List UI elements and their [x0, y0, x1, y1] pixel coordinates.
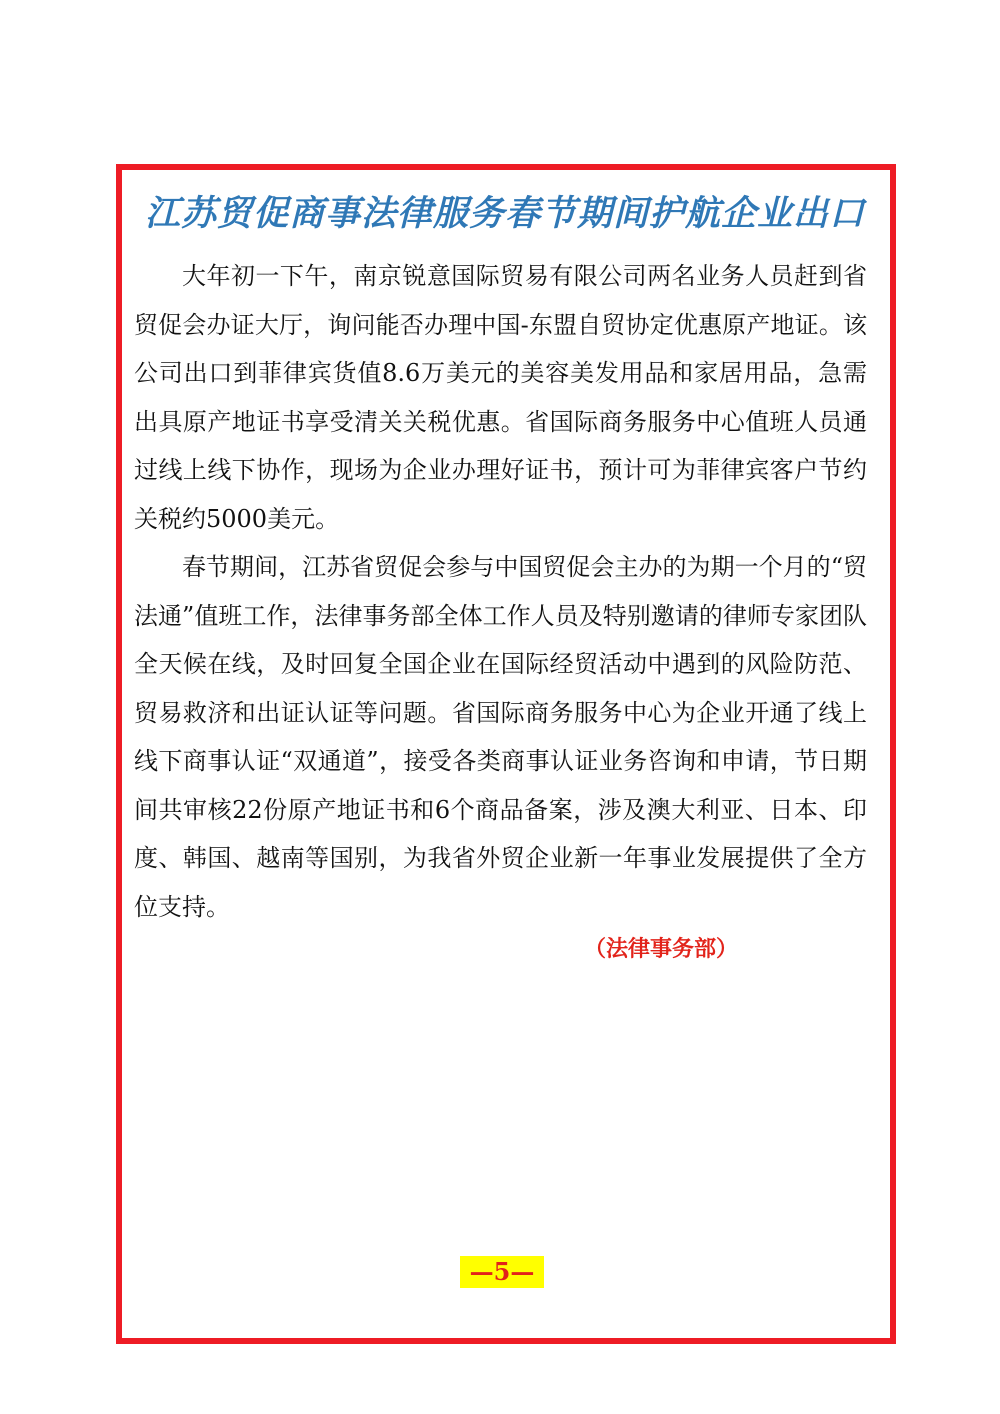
article-body	[134, 252, 867, 931]
article-title: 江苏贸促商事法律服务春节期间护航企业出口	[145, 194, 866, 234]
body-paragraph-1: 大年初一下午，南京锐意国际贸易有限公司两名业务人员赶到省贸促会办证大厅，询问能否办理中国-东盟自贸协定优惠原产地证。该公司出口到菲律宾货值8.6万美元的美容美发用品和家居用品，急需出具原产地证书享受清关关税优惠。省国际商务服务中心值班人员通过线上线下协作，现场为企业办理好证书，预计可为菲律宾客户节约关税约5000美元。	[134, 262, 867, 533]
page-number: —5—	[460, 1256, 544, 1288]
department-signature: （法律事务部）	[584, 937, 739, 962]
body-paragraph-2: 春节期间，江苏省贸促会参与中国贸促会主办的为期一个月的“贸法通”值班工作，法律事务部全体工作人员及特别邀请的律师专家团队全天候在线，及时回复全国企业在国际经贸活动中遇到的风险防范、贸易救济和出证认证等问题。省国际商务服务中心为企业开通了线上线下商事认证“双通道”，接受各类商事认证业务咨询和申请，节日期间共审核22份原产地证书和6个商品备案，涉及澳大利亚、日本、印度、韩国、越南等国别，为我省外贸企业新一年事业发展提供了全方位支持。	[134, 553, 867, 921]
